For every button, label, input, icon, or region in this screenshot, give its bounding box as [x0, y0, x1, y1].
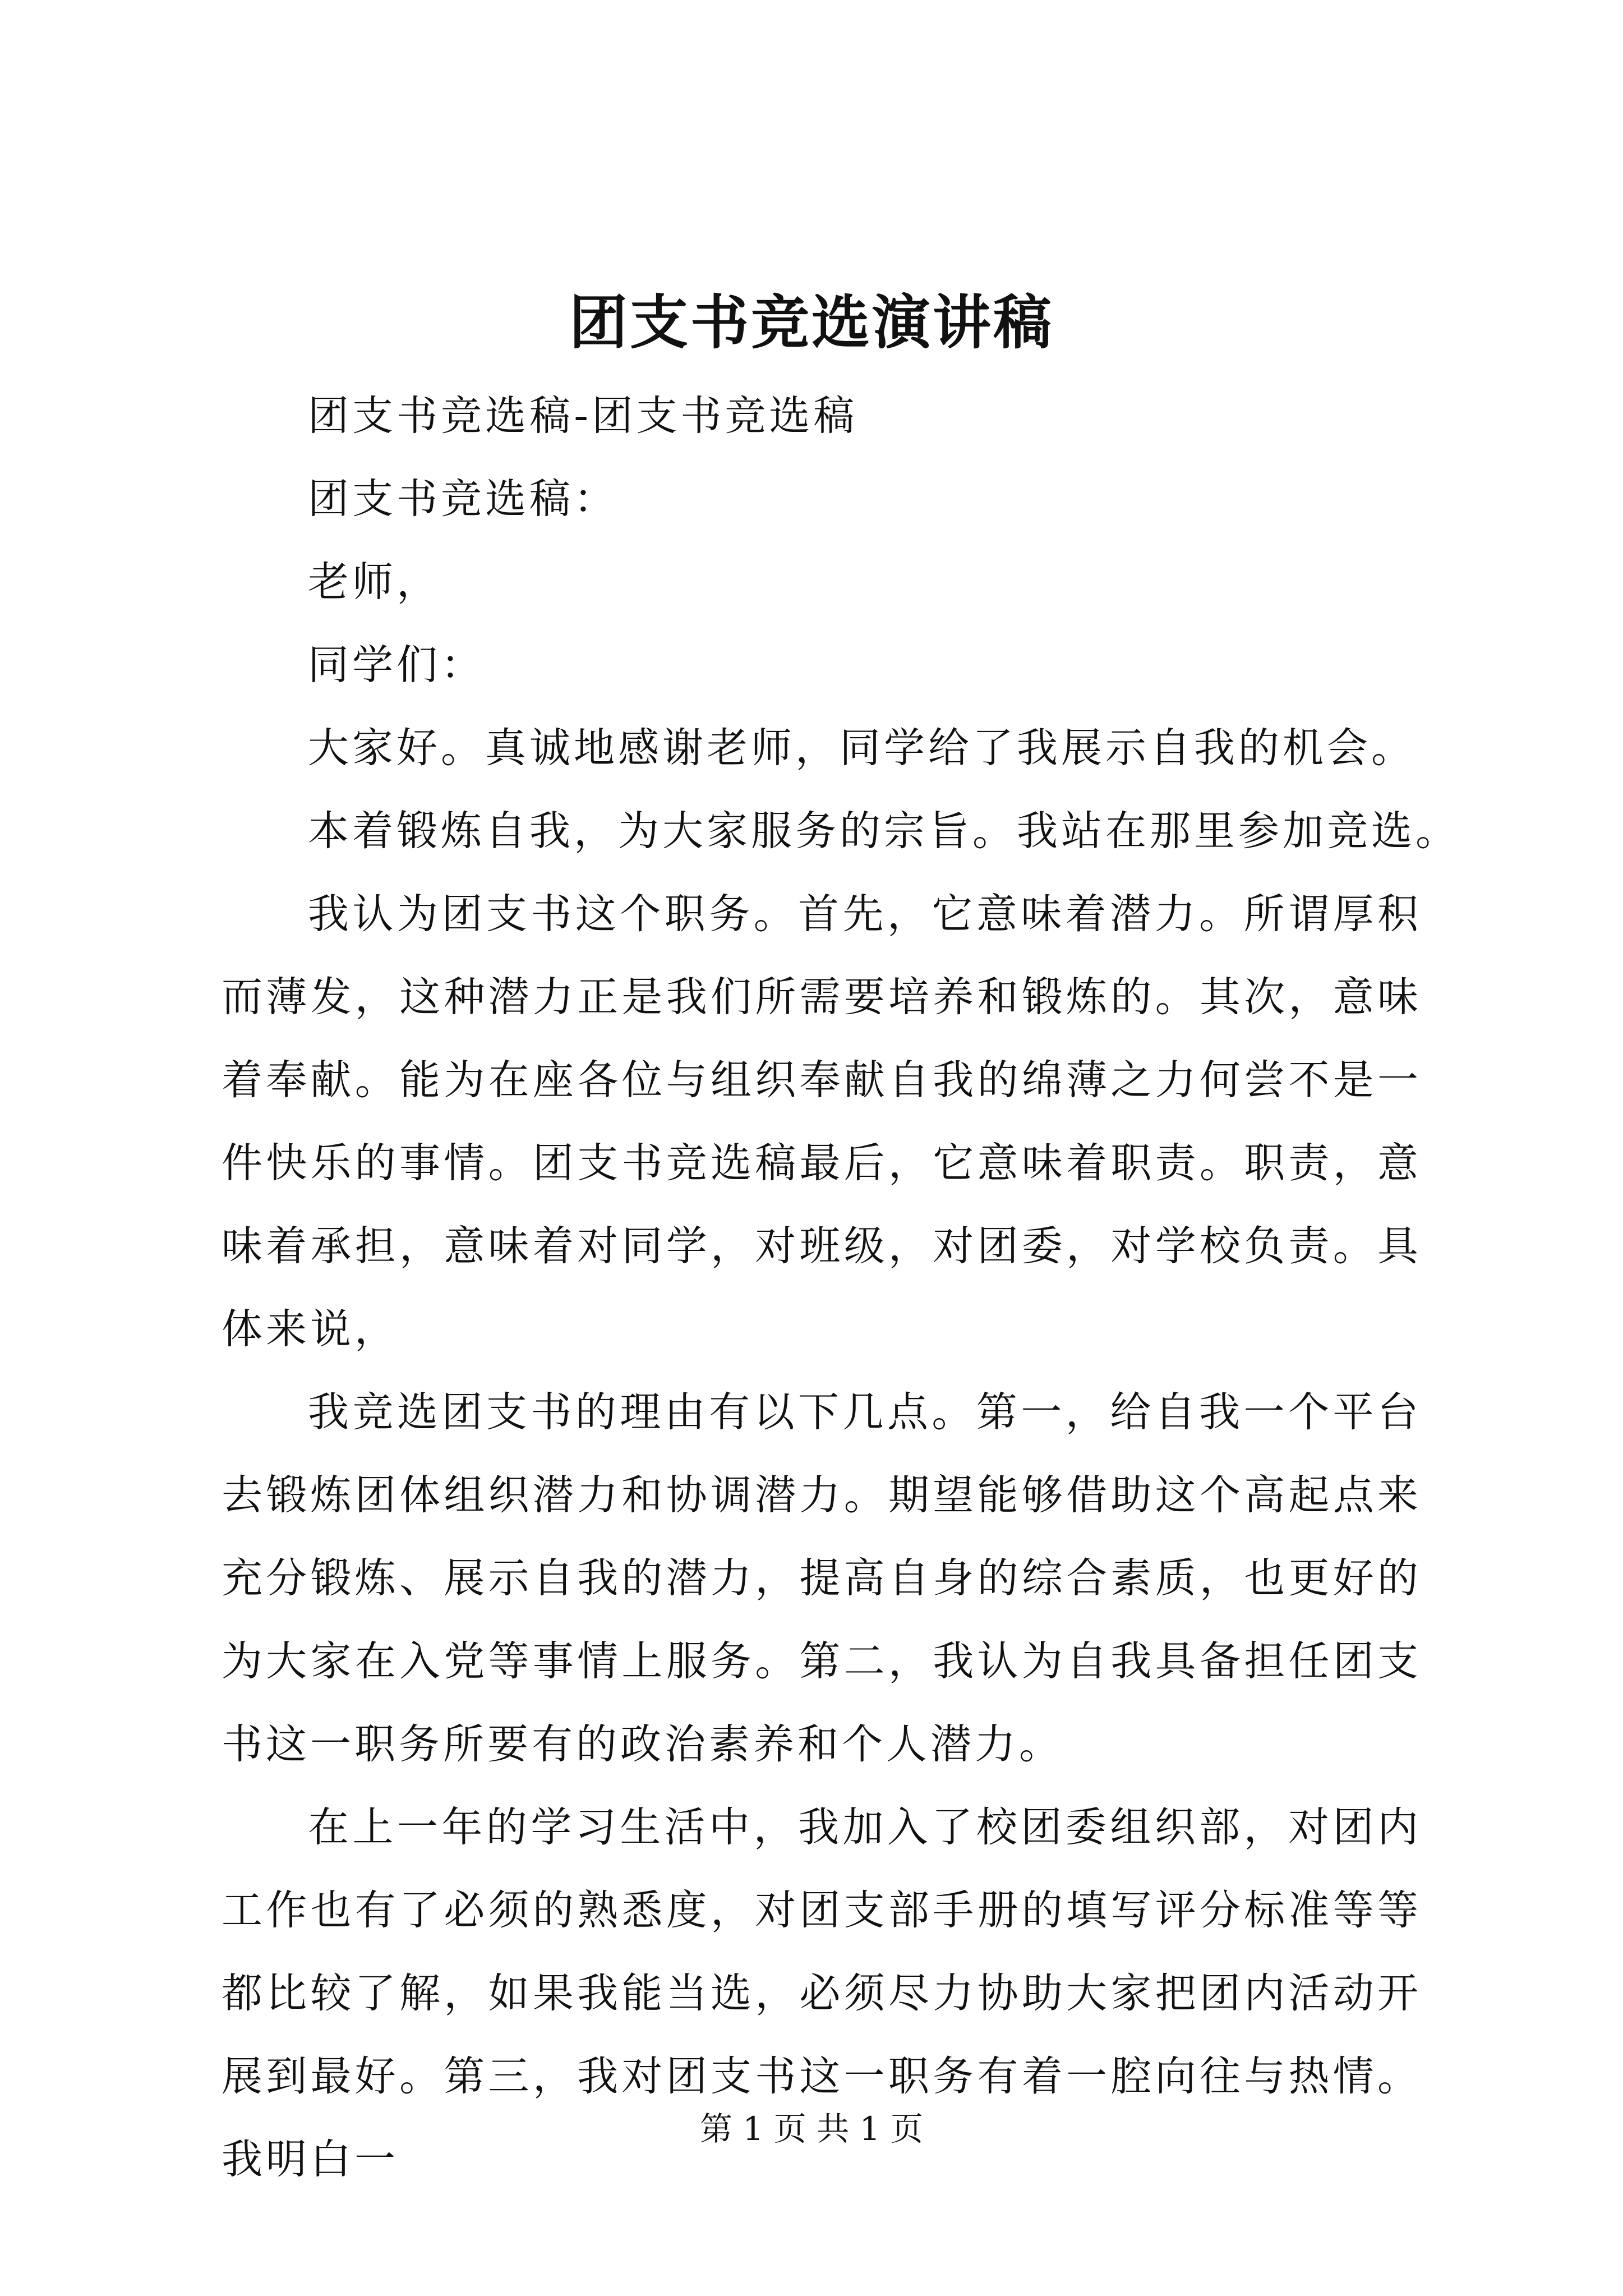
page-footer: 第 1 页 共 1 页: [700, 2110, 923, 2148]
paragraph-greeting: 大家好。真诚地感谢老师，同学给了我展示自我的机会。: [308, 724, 1415, 772]
paragraph-role-meaning: 我认为团支书这个职务。首先，它意味着潜力。所谓厚积而薄发，这种潜力正是我们所需要培养和锻炼的。其次，意味着奉献。能为在座各位与组织奉献自我的绵薄之力何尝不是一件快乐的事情。团支书竞选稿最后，它意味着职责。职责，意味着承担，意味着对同学，对班级，对团委，对学校负责。具体来说，: [222, 890, 1422, 1353]
paragraph-purpose: 本着锻炼自我，为大家服务的宗旨。我站在那里参加竞选。: [308, 807, 1460, 855]
paragraph-reasons: 我竞选团支书的理由有以下几点。第一，给自我一个平台去锻炼团体组织潜力和协调潜力。期望能够借助这个高起点来充分锻炼、展示自我的潜力，提高自身的综合素质，也更好的为大家在入党等事情上服务。第二，我认为自我具备担任团支书这一职务所要有的政治素养和个人潜力。: [222, 1388, 1422, 1768]
paragraph-subtitle: 团支书竞选稿-团支书竞选稿: [308, 392, 858, 440]
document-title: 团支书竞选演讲稿: [569, 288, 1054, 357]
paragraph-salutation-students: 同学们：: [308, 641, 485, 689]
paragraph-salutation-teachers: 老师，: [308, 558, 441, 606]
document-body: [222, 375, 1460, 2201]
paragraph-experience: 在上一年的学习生活中，我加入了校团委组织部，对团内工作也有了必须的熟悉度，对团支部手册的填写评分标准等等都比较了解，如果我能当选，必须尽力协助大家把团内活动开展到最好。第三，我对团支书这一职务有着一腔向往与热情。我明白一: [222, 1803, 1422, 2183]
paragraph-heading: 团支书竞选稿：: [308, 475, 618, 523]
